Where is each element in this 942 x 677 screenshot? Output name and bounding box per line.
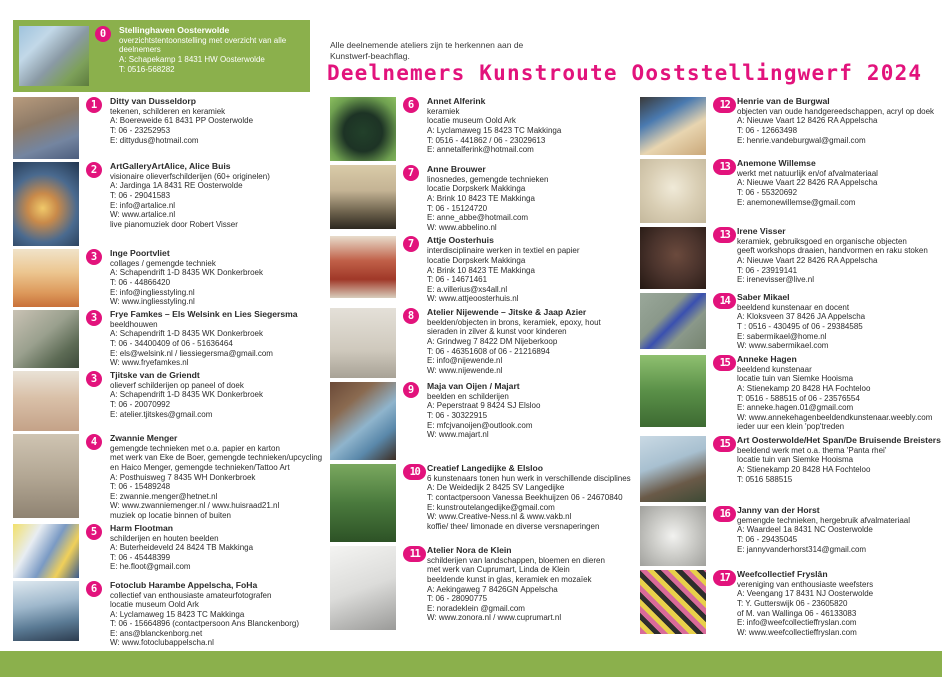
artist-entry [13,371,317,431]
entry-text-block [427,165,548,232]
entry-number-badge: 10 [403,464,426,480]
entry-detail-line: W: www.nijewende.nl [427,365,503,375]
entry-number-badge: 12 [713,97,736,113]
artist-entry [13,97,317,159]
entry-detail-line: locatie Dorpskerk Makkinga [427,184,526,194]
entry-detail-line: beeldend werk met o.a. thema 'Panta rhei' [737,445,887,455]
featured-text [119,26,286,86]
artist-entry [330,382,630,460]
entry-detail-line: E: info@nijewende.nl [427,356,503,366]
badge-column [403,165,427,181]
badge-column [86,434,110,450]
artist-entry [13,581,317,648]
artist-entry [330,308,630,378]
artist-name: Saber Mikael [737,292,790,302]
entry-text-block [737,97,934,145]
entry-detail-line: T: 0516 - 588515 of 06 - 23576554 [737,393,860,403]
entry-detail-line: E: a.villerius@xs4all.nl [427,284,508,294]
artist-name: Maja van Oijen / Majart [427,380,520,391]
photo-owls [13,97,79,159]
entry-number-badge: 4 [86,434,102,450]
photo-building [19,26,89,86]
photo-reflection [13,581,79,641]
artist-entry [330,97,630,161]
photo-forest-painting [330,464,396,542]
entry-detail-line: A: Schapendrift 1-D 8435 WK Donkerbroek [110,329,263,339]
entry-detail-line: W: www.zwanniemenger.nl / www.huisraad21.nl [110,501,280,511]
entry-number-badge: 6 [86,581,102,597]
entry-detail-line: E: anneke.hagen.01@gmail.com [737,403,854,413]
entry-detail-line: A: Brink 10 8423 TE Makkinga [427,194,535,204]
entry-detail-line: A: Aekingaweg 7 8426GN Appelscha [427,584,558,594]
column-right [640,96,941,641]
artist-name: Anne Brouwer [427,164,486,174]
artist-name: Atelier Nijewende – Jitske & Jaap Azier [427,306,587,317]
entry-detail-line: geeft workshops draaien, handvormen en raku stoken [737,246,928,256]
entry-detail-line: T: 06 - 28090775 [427,594,488,604]
photo-blue-lattice [640,293,706,349]
entry-detail-line: linosnedes, gemengde technieken [427,174,549,184]
photo-linocut [330,165,396,229]
photo-lace [640,159,706,223]
badge-column [713,293,737,309]
entry-text-block [427,464,631,531]
badge-column [86,97,110,113]
entry-detail-line: live pianomuziek door Robert Visser [110,219,238,229]
badge-column [86,371,110,387]
entry-number-badge: 6 [403,97,419,113]
entry-detail-line: vereniging van enthousiaste weefsters [737,579,874,589]
entry-number-badge: 5 [86,524,102,540]
entry-detail-line: T: 06 - 15664896 (contactpersoon Ans Blanckenborg) [110,619,300,629]
entry-detail-line: 6 kunstenaars tonen hun werk in verschillende disciplines [427,473,631,483]
entry-detail-line: T: 06 - 55320692 [737,188,798,198]
page-title: Deelnemers Kunstroute Ooststellingwerf 2024 [327,61,923,85]
entry-detail-line: T: 06 - 23919141 [737,265,798,275]
badge-column [403,464,427,480]
entry-detail-line: T: 0516 - 441862 / 06 - 23029613 [427,135,546,145]
entry-detail-line: beelden en schilderijen [427,391,509,401]
entry-detail-line: T: 06 - 15489248 [110,482,171,492]
entry-detail-line: met werk van Cuprumart, Linda de Klein [427,565,570,575]
entry-text-block [737,355,932,432]
entry-detail-line: beeldhouwen [110,319,158,329]
bottom-green-bar [0,651,942,677]
artist-name: Janny van der Horst [737,504,820,515]
entry-detail-line: locatie tuin van Siemke Hooisma [737,374,854,384]
photo-garden-sculpture [640,355,706,427]
entry-detail-line: locatie museum Oold Ark [110,600,199,610]
entry-detail-line: locatie tuin van Siemke Hooisma [737,455,854,465]
entry-detail-line: W: www.fryefamkes.nl [110,358,189,368]
entry-number-badge: 16 [713,506,736,522]
entry-detail-line: T: 06 - 45448399 [110,552,171,562]
artist-entry [640,97,936,155]
entry-detail-line: A: Stienekamp 20 8428 HA Fochteloo [737,464,871,474]
artist-name: Anemone Willemse [737,158,816,168]
entry-detail-line: E: dittydus@hotmail.com [110,135,199,145]
entry-detail-line: E: info@weefcollectieffryslan.com [737,618,857,628]
artist-name: Weefcollectief Fryslân [737,568,828,579]
entry-detail-line: A: Schapekamp 1 8431 HW Oosterwolde [119,55,265,65]
entry-text-block [110,162,270,229]
artist-name: Harm Flootman [110,522,174,533]
photo-portrait [13,371,79,431]
badge-column [86,581,110,597]
badge-column [713,436,737,452]
entry-detail-line: tekenen, schilderen en keramiek [110,106,226,116]
entry-detail-line: E: els@welsink.nl / liessiegersma@gmail.com [110,348,273,358]
entry-text-block [110,524,253,572]
artist-name: Atelier Nora de Klein [427,544,512,555]
badge-column [713,506,737,522]
artist-name: Irene Visser [737,226,786,236]
entry-detail-line: W: www.abbelino.nl [427,222,497,232]
badge-column [86,162,110,178]
photo-collage [13,249,79,307]
artist-entry [640,293,936,351]
badge-column [713,355,737,371]
entry-number-badge: 11 [403,546,426,562]
entry-number-badge: 17 [713,570,736,586]
artist-name: Ditty van Dusseldorp [110,96,196,106]
entry-detail-line: beeldend kunstenaar en docent [737,302,850,312]
artist-name: Frye Famkes – Els Welsink en Lies Siegersma [110,309,298,319]
artist-name: Tjitske van de Griendt [110,370,200,380]
column-middle [330,97,630,634]
entry-detail-line: ieder uur een klein 'pop'treden [737,422,845,432]
artist-name: Henrie van de Burgwal [737,96,830,106]
entry-detail-line: E: anemonewillemse@gmail.com [737,197,856,207]
photo-stone-head [13,310,79,368]
badge-column [86,249,110,265]
artist-name: Zwannie Menger [110,433,178,443]
photo-visionary [13,162,79,246]
entry-detail-line: E: noradeklein @gmail.com [427,603,525,613]
entry-detail-line: T: 06 - 30322915 [427,410,488,420]
entry-detail-line: met werk van Eke de Boer, gemengde technieken/upcycling [110,453,323,463]
entry-detail-line: T : 0516 - 430495 of 06 - 29384585 [737,322,863,332]
entry-detail-line: E: zwannie.menger@hetnet.nl [110,491,218,501]
artist-name: ArtGalleryArtAlice, Alice Buis [110,161,231,171]
artist-name: Creatief Langedijke & Elsloo [427,462,544,473]
entry-detail-line: T: 0516-568282 [119,64,175,74]
entry-number-badge: 15 [713,436,736,452]
badge-column [86,524,110,540]
photo-paper-torso [13,434,79,518]
entry-detail-line: werkt met natuurlijk en/of afvalmateriaal [737,168,878,178]
entry-detail-line: W: www.weefcollectieffryslan.com [737,627,857,637]
entry-detail-line: A: Nieuwe Vaart 12 8426 RA Appelscha [737,116,878,126]
entry-detail-line: E: annetalferink@hotmail.com [427,145,534,155]
entry-text-block [427,308,601,375]
badge-column [403,97,427,113]
featured-entry [13,20,310,92]
entry-detail-line: T: 06 - 20070992 [110,400,171,410]
entry-text-block [427,236,580,303]
entry-detail-line: W: www.Creative-Ness.nl & www.vakb.nl [427,512,572,522]
entry-detail-line: locatie museum Oold Ark [427,116,516,126]
entry-detail-line: E: he.floot@gmail.com [110,562,191,572]
entry-text-block [427,546,605,623]
entry-number-badge: 1 [86,97,102,113]
entry-number-badge: 2 [86,162,102,178]
entry-detail-line: gemengde technieken met o.a. papier en karton [110,443,280,453]
artist-entry [13,433,323,521]
photo-duck-painting [640,436,706,502]
entry-detail-line: A: Boereweide 61 8431 PP Oosterwolde [110,116,254,126]
entry-number-badge: 14 [713,293,736,309]
entry-detail-line: A: Schapendrift 1-D 8435 WK Donkerbroek [110,268,263,278]
entry-detail-line: W: www.fotoclubappelscha.nl [110,638,214,648]
entry-detail-line: W: www.zonora.nl / www.cuprumart.nl [427,613,562,623]
entry-detail-line: T: Y. Gutterswijk 06 - 23605820 [737,598,848,608]
entry-detail-line: schilderijen en houten beelden [110,533,219,543]
entry-detail-line: W: www.annekehagenbeeldendkunstenaar.weebly.com [737,412,933,422]
entry-detail-line: T: 06 - 29041583 [110,191,171,201]
entry-detail-line: interdisciplinaire werken in textiel en papier [427,246,580,256]
entry-detail-line: A: Kloksveen 37 8426 JA Appelscha [737,312,866,322]
entry-detail-line: collages / gemengde techniek [110,258,216,268]
artist-entry [330,236,630,303]
entry-detail-line: sieraden in zilver & kunst voor kinderen [427,327,567,337]
entry-detail-line: en Haico Menger, gemengde technieken/Tattoo Art [110,463,290,473]
entry-text-block [110,97,253,145]
entry-detail-line: E: anne_abbe@hotmail.com [427,213,529,223]
entry-detail-line: A: Schapendrift 1-D 8435 WK Donkerbroek [110,390,263,400]
entry-detail-line: visionaire olieverfschilderijen (60+ originelen) [110,171,270,181]
entry-detail-line: T: 06 - 23252953 [110,126,171,136]
badge-column [713,159,737,175]
artist-entry [330,165,630,232]
entry-number-badge: 3 [86,371,102,387]
entry-text-block [427,382,540,440]
photo-dandelion [640,506,706,566]
featured-lines [119,36,286,74]
entry-detail-line: T: 06 - 29435045 [737,534,798,544]
entry-detail-line: A: Waardeel 1a 8431 NC Oosterwolde [737,525,873,535]
entry-text-block [737,227,928,285]
entry-number-badge: 0 [95,26,111,42]
photo-felt-art [330,382,396,460]
entry-text-block [737,506,910,554]
photo-pearl-girl [640,97,706,155]
badge-column [713,227,737,243]
entry-detail-line: koffie/ thee/ limonade en diverse versnaperingen [427,521,600,531]
entry-detail-line: keramiek [427,106,460,116]
column-left [13,96,323,651]
entry-detail-line: A: Brink 10 8423 TE Makkinga [427,265,535,275]
entry-detail-line: A: Nieuwe Vaart 22 8426 RA Appelscha [737,178,878,188]
entry-detail-line: W: www.majart.nl [427,430,489,440]
entry-detail-line: W: www.ingliesstyling.nl [110,297,195,307]
entry-detail-line: A: Nieuwe Vaart 22 8426 RA Appelscha [737,256,878,266]
entry-number-badge: 3 [86,249,102,265]
badge-column [403,382,427,398]
badge-column [86,310,110,326]
entry-number-badge: 7 [403,165,419,181]
entry-detail-line: E: info@artalice.nl [110,200,176,210]
entry-text-block [737,293,865,351]
photo-ceramic-curl [640,227,706,289]
entry-number-badge: 13 [713,159,736,175]
artist-name: Annet Alferink [427,96,486,106]
entry-detail-line: A: Stienekamp 20 8428 HA Fochteloo [737,383,871,393]
entry-detail-line: A: Jardinga 1A 8431 RE Oosterwolde [110,181,243,191]
artist-name: Stellinghaven Oosterwolde [119,25,230,35]
entry-detail-line: objecten van oude handgereedschappen, acryl op doek [737,106,935,116]
photo-weave [640,570,706,634]
note-line-1: Alle deelnemende ateliers zijn te herkennen aan de [330,40,524,50]
entry-detail-line: schilderijen van landschappen, bloemen en dieren [427,555,605,565]
entry-number-badge: 3 [86,310,102,326]
entry-detail-line: E: atelier.tjitskes@gmail.com [110,409,213,419]
entry-text-block [737,159,878,207]
entry-detail-line: W: www.sabermikael.com [737,341,829,351]
entry-detail-line: E: henrie.vandeburgwal@gmail.com [737,135,866,145]
entry-detail-line: muziek op locatie binnen of buiten [110,511,231,521]
badge-column [713,97,737,113]
entry-detail-line: A: Veengang 17 8431 NJ Oosterwolde [737,589,874,599]
entry-detail-line: T: 06 - 15124720 [427,203,488,213]
entry-number-badge: 8 [403,308,419,324]
entry-detail-line: W: www.attjeoosterhuis.nl [427,294,519,304]
entry-detail-line: beeldende kunst in glas, keramiek en mozaïek [427,574,592,584]
entry-detail-line: beelden/objecten in brons, keramiek, epoxy, hout [427,317,601,327]
entry-detail-line: E: ans@blanckenborg.net [110,628,203,638]
beachflag-note [330,40,523,61]
entry-number-badge: 7 [403,236,419,252]
entry-detail-line: E: jannyvanderhorst314@gmail.com [737,544,867,554]
entry-detail-line: E: mfcjvanoijen@outlook.com [427,420,533,430]
entry-detail-line: A: Lyclamaweg 15 8423 TC Makkinga [427,126,562,136]
entry-detail-line: T: 06 - 44866420 [110,278,171,288]
entry-text-block [110,371,263,419]
entry-text-block [737,436,941,484]
artist-name: Fotoclub Harambe Appelscha, FoHa [110,579,258,590]
entry-detail-line: W: www.artalice.nl [110,210,176,220]
artist-entry [13,310,317,368]
entry-detail-line: keramiek, gebruiksgoed en organische objecten [737,236,907,246]
entry-text-block [110,434,322,521]
artist-entry [330,546,630,630]
entry-text-block [737,570,873,637]
entry-detail-line: A: Buterheideveld 24 8424 TB Makkinga [110,543,254,553]
artist-name: Anneke Hagen [737,353,797,364]
entry-detail-line: E: irenevisser@live.nl [737,275,815,285]
artist-entry [640,227,936,289]
artist-entry [640,159,936,223]
entry-detail-line: E: info@ingliesstyling.nl [110,287,195,297]
entry-detail-line: A: Posthuisweg 7 8435 WH Donkerbroek [110,472,256,482]
artist-entry [13,524,317,578]
artist-entry [640,506,936,566]
entry-text-block [110,581,299,648]
entry-detail-line: E: sabermikael@home.nl [737,331,827,341]
note-line-2: Kunstwerf-beachflag. [330,50,410,61]
entry-detail-line: T: 06 - 12663498 [737,126,798,136]
artist-name: Inge Poortvliet [110,248,170,258]
badge-column [403,236,427,252]
photo-white-figures [330,308,396,378]
entry-detail-line: of M. van Wallinga 06 - 46133083 [737,608,857,618]
artist-name: Art Oosterwolde/Het Span/De Bruisende Breisters [737,434,941,445]
entry-detail-line: collectief van enthousiaste amateurfotografen [110,590,272,600]
badge-column [95,26,119,86]
artist-entry [13,162,317,246]
entry-text-block [110,249,263,307]
entry-detail-line: overzichtstentoonstelling met overzicht van alle [119,35,287,45]
entry-text-block [427,97,561,155]
entry-detail-line: T: 0516 588515 [737,474,793,484]
artist-entry [640,570,936,637]
entry-detail-line: deelnemers [119,45,161,55]
entry-detail-line: beeldend kunstenaar [737,364,812,374]
entry-detail-line: T: 06 - 34400409 of 06 - 51636464 [110,339,233,349]
photo-ceramic-vase [330,97,396,161]
entry-detail-line: A: De Weidedijk 2 8425 SV Langedijke [427,483,565,493]
photo-egret [330,546,396,630]
entry-detail-line: A: Lyclamaweg 15 8423 TC Makkinga [110,609,245,619]
photo-abstract-painting [13,524,79,578]
entry-detail-line: A: Peperstraat 9 8424 SJ Elsloo [427,401,541,411]
entry-detail-line: T: contactpersoon Vanessa Beekhuijzen 06 - 24670840 [427,492,623,502]
entry-text-block [110,310,298,368]
badge-column [403,546,427,562]
entry-detail-line: locatie Dorpskerk Makkinga [427,255,526,265]
artist-name: Attje Oosterhuis [427,235,494,246]
entry-detail-line: T: 06 - 14671461 [427,275,488,285]
badge-column [403,308,427,324]
badge-column [713,570,737,586]
entry-number-badge: 13 [713,227,736,243]
photo-red-textile [330,236,396,298]
artist-entry [330,464,630,542]
entry-number-badge: 15 [713,355,736,371]
artist-entry [640,355,936,432]
entry-detail-line: T: 06 - 46351608 of 06 - 21216894 [427,346,550,356]
artist-entry [13,249,317,307]
artist-entry [640,434,941,502]
entry-detail-line: gemengde technieken, hergebruik afvalmateriaal [737,515,910,525]
entry-detail-line: A: Grindweg 7 8422 DM Nijeberkoop [427,336,558,346]
entry-detail-line: E: kunstroutelangedijke@gmail.com [427,502,555,512]
entry-detail-line: olieverf schilderijen op paneel of doek [110,380,244,390]
entry-number-badge: 9 [403,382,419,398]
